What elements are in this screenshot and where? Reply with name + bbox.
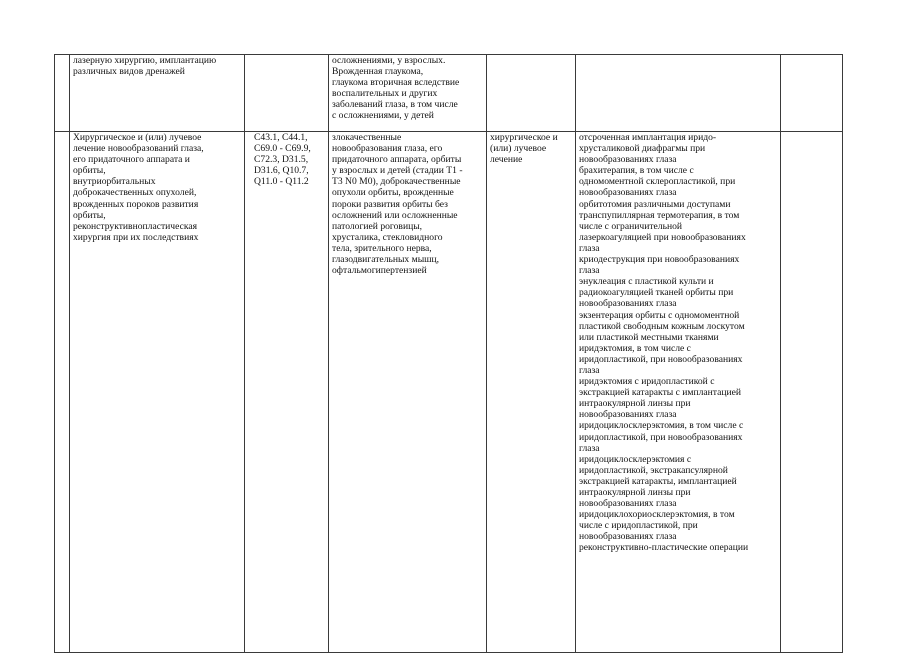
diagnosis-line: воспалительных и других <box>332 88 438 100</box>
method-line: брахитерапия, в том числе с <box>579 165 694 177</box>
method-line: орбитотомия различными доступами <box>579 198 731 210</box>
procedure-line: орбиты, <box>73 165 106 177</box>
method-line: экстракцией катаракты с имплантацией <box>579 387 742 399</box>
icd-code-line: C69.0 - C69.9, <box>254 143 311 155</box>
method-line: новообразованиях глаза <box>579 498 677 510</box>
row-number-cell <box>55 55 70 132</box>
diagnosis-line: глазодвигательных мышц, <box>332 254 440 266</box>
method-line: экстракцией катаракты, имплантацией <box>579 475 737 487</box>
method-line: числе с ограничительной <box>579 220 683 232</box>
method-line: иридопластикой, при новообразованиях <box>579 431 743 443</box>
icd-code-line: C43.1, C44.1, <box>254 132 308 143</box>
method-line: экзентерация орбиты с одномоментной <box>579 309 740 321</box>
diagnosis-line: придаточного аппарата, орбиты <box>332 154 462 166</box>
table-row <box>55 55 843 132</box>
method-line: новообразованиях глаза <box>579 531 677 543</box>
icd-codes-cell <box>245 55 329 132</box>
method-line: пластикой свободным кожным лоскутом <box>579 320 745 332</box>
diagnosis-cell <box>329 132 487 653</box>
diagnosis-line: у взрослых и детей (стадии T1 - <box>332 165 463 177</box>
diagnosis-line: хрусталика, стекловидного <box>332 231 443 243</box>
procedure-line: реконструктивнопластическая <box>73 220 198 232</box>
treatment-type-cell <box>487 132 576 653</box>
procedure-line: лечение новообразований глаза, <box>73 143 204 155</box>
medical-care-table <box>54 54 843 653</box>
method-line: глаза <box>579 242 600 254</box>
procedure-line: Хирургическое и (или) лучевое <box>73 132 202 143</box>
method-line: хрусталиковой диафрагмы при <box>579 143 706 155</box>
procedure-cell <box>70 132 245 653</box>
procedure-line: врожденных пороков развития <box>73 198 199 210</box>
diagnosis-line: офтальмогипертензией <box>332 265 427 277</box>
procedure-line: его придаточного аппарата и <box>73 154 190 166</box>
method-line: числе с иридопластикой, при <box>579 520 698 532</box>
method-line: иридоциклохориосклерэктомия, в том <box>579 509 735 521</box>
treatment-type-line: (или) лучевое <box>490 143 547 155</box>
treatment-method-cell <box>576 55 781 132</box>
icd-code-line: C72.3, D31.5, <box>254 154 309 166</box>
method-line: новообразованиях глаза <box>579 298 677 310</box>
method-line: интраокулярной линзы при <box>579 398 691 410</box>
diagnosis-line: тела, зрительного нерва, <box>332 242 432 254</box>
method-line: иридэктомия с иридопластикой с <box>579 376 715 388</box>
row-number-cell <box>55 132 70 653</box>
diagnosis-line: новообразования глаза, его <box>332 143 443 155</box>
method-line: транспупиллярная термотерапия, в том <box>579 209 740 221</box>
method-line: иридоциклосклерэктомия, в том числе с <box>579 420 744 432</box>
method-line: новообразованиях глаза <box>579 187 677 199</box>
method-line: отсроченная имплантация иридо- <box>579 132 717 143</box>
table-row <box>55 132 843 653</box>
method-line: лазеркоагуляцией при новообразованиях <box>579 231 746 243</box>
diagnosis-line: Врожденная глаукома, <box>332 66 424 78</box>
diagnosis-line: злокачественные <box>332 132 402 143</box>
treatment-method-cell <box>576 132 781 653</box>
method-line: новообразованиях глаза <box>579 154 677 166</box>
treatment-type-line: лечение <box>490 154 523 166</box>
icd-code-line: Q11.0 - Q11.2 <box>254 176 309 188</box>
method-line: иридопластикой, при новообразованиях <box>579 353 743 365</box>
procedure-line: внутриорбитальных <box>73 176 156 188</box>
method-line: глаза <box>579 265 600 277</box>
method-line: иридоциклосклерэктомия с <box>579 453 692 465</box>
method-line: интраокулярной линзы при <box>579 487 691 498</box>
treatment-type-line: хирургическое и <box>490 132 558 143</box>
procedure-line: лазерную хирургию, имплантацию <box>73 55 217 66</box>
icd-codes-cell <box>245 132 329 653</box>
diagnosis-line: опухоли орбиты, врожденные <box>332 187 454 199</box>
cost-cell <box>781 55 843 132</box>
method-line: новообразованиях глаза <box>579 409 677 421</box>
icd-code-line: D31.6, Q10.7, <box>254 165 309 177</box>
cost-cell <box>781 132 843 653</box>
method-line: или пластикой местными тканями <box>579 331 719 343</box>
diagnosis-cell <box>329 55 487 132</box>
method-line: реконструктивно-пластические операции <box>579 542 749 554</box>
method-line: одномоментной склеропластикой, при <box>579 176 736 188</box>
diagnosis-line: пороки развития орбиты без <box>332 198 448 210</box>
diagnosis-line: T3 N0 M0), доброкачественные <box>332 176 461 188</box>
method-line: глаза <box>579 364 600 376</box>
diagnosis-line: глаукома вторичная вследствие <box>332 77 460 89</box>
method-line: глаза <box>579 442 600 454</box>
diagnosis-line: патологией роговицы, <box>332 220 423 232</box>
diagnosis-line: осложнениями, у взрослых. <box>332 55 446 66</box>
procedure-cell <box>70 55 245 132</box>
method-line: радиокоагуляцией тканей орбиты при <box>579 287 734 299</box>
method-line: иридопластикой, экстракапсулярной <box>579 464 728 476</box>
procedure-line: доброкачественных опухолей, <box>73 187 197 199</box>
diagnosis-line: с осложнениями, у детей <box>332 110 434 122</box>
diagnosis-line: заболеваний глаза, в том числе <box>332 99 458 111</box>
method-line: энуклеация с пластикой культи и <box>579 276 714 288</box>
treatment-type-cell <box>487 55 576 132</box>
procedure-line: различных видов дренажей <box>73 66 185 78</box>
procedure-line: хирургия при их последствиях <box>73 231 199 243</box>
method-line: криодеструкция при новообразованиях <box>579 254 740 266</box>
method-line: иридэктомия, в том числе с <box>579 342 691 354</box>
diagnosis-line: осложнений или осложненные <box>332 209 458 221</box>
procedure-line: орбиты, <box>73 209 106 221</box>
